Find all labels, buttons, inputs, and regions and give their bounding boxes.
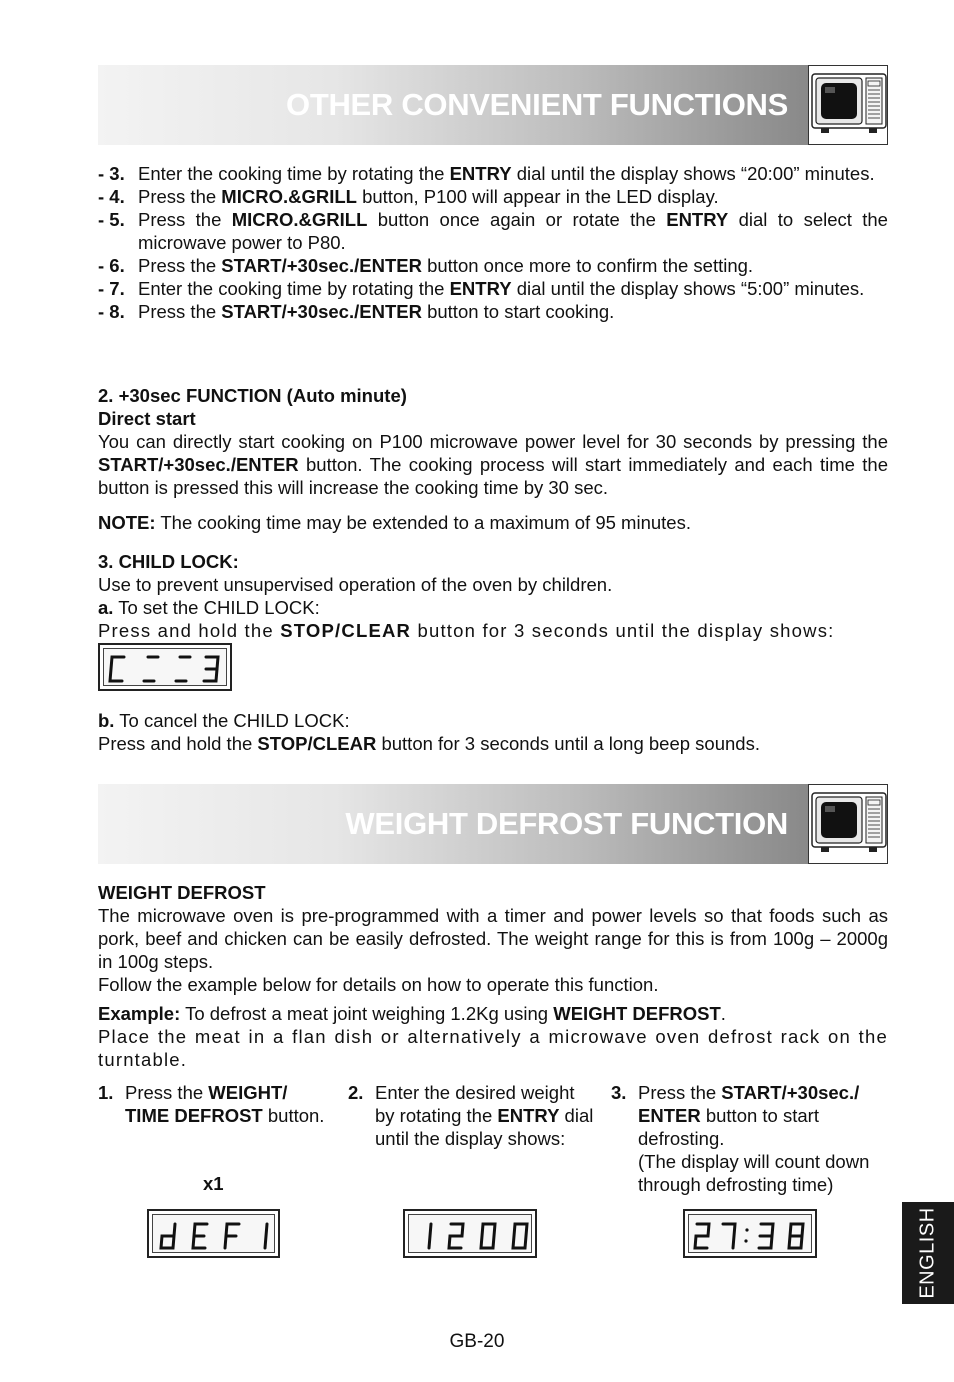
lcd-readout-countdown xyxy=(685,1211,819,1260)
sub-step-b-instruction: Press and hold the STOP/CLEAR button for 3 seconds until a long beep sounds. xyxy=(98,733,760,754)
cooking-steps-list xyxy=(98,162,888,323)
list-item: - 4. Press the MICRO.&GRILL button, P100 will appear in the LED display. xyxy=(98,186,719,207)
example: Example: To defrost a meat joint weighing 1.2Kg using WEIGHT DEFROST. xyxy=(98,1003,726,1024)
section-banner-other-functions xyxy=(98,65,888,145)
step-text: Press the START/+30sec./ ENTER button to start defrosting. (The display will count down through defrosting time) xyxy=(638,1082,870,1195)
section-subheading: Direct start xyxy=(98,408,196,429)
child-lock-display xyxy=(98,643,232,691)
lcd-readout-lock xyxy=(100,645,234,693)
lcd-readout-def1 xyxy=(149,1211,282,1260)
weight-defrost-section xyxy=(98,881,888,1071)
step-text: Press the WEIGHT/ TIME DEFROST button. xyxy=(125,1082,325,1126)
banner-title: WEIGHT DEFROST FUNCTION xyxy=(345,806,788,841)
microwave-oven-icon xyxy=(808,784,888,864)
section-heading: WEIGHT DEFROST xyxy=(98,882,266,903)
language-tab xyxy=(902,1202,954,1304)
list-item: - 5. Press the MICRO.&GRILL button once again or rotate the ENTRY dial to select the microwave power to P80. xyxy=(98,209,888,253)
list-item: - 8. Press the START/+30sec./ENTER button to start cooking. xyxy=(98,301,615,322)
list-item: - 7. Enter the cooking time by rotating the ENTRY dial until the display shows “5:00” minutes. xyxy=(98,278,865,299)
list-item: - 3. Enter the cooking time by rotating the ENTRY dial until the display shows “20:00” minutes. xyxy=(98,163,875,184)
child-lock-section xyxy=(98,550,888,642)
section-paragraph: Place the meat in a flan dish or alternatively a microwave oven defrost rack on the turntable. xyxy=(98,1026,888,1070)
defrost-display-2 xyxy=(403,1209,537,1258)
step-text: Enter the desired weight by rotating the ENTRY dial until the display shows: xyxy=(375,1082,594,1149)
page-number: GB-20 xyxy=(449,1331,505,1352)
microwave-oven-icon xyxy=(808,65,888,145)
defrost-display-3 xyxy=(683,1209,817,1258)
lcd-readout-1200 xyxy=(405,1211,539,1260)
note: NOTE: The cooking time may be extended to a maximum of 95 minutes. xyxy=(98,512,691,533)
section-paragraph: Follow the example below for details on how to operate this function. xyxy=(98,974,659,995)
auto-minute-section xyxy=(98,384,888,534)
list-item: - 6. Press the START/+30sec./ENTER button once more to confirm the setting. xyxy=(98,255,754,276)
section-heading: 3. CHILD LOCK: xyxy=(98,551,239,572)
sub-step-a: a. To set the CHILD LOCK: xyxy=(98,597,320,618)
section-paragraph: You can directly start cooking on P100 microwave power level for 30 seconds by pressing the START/+30sec./ENTER button. The cooking process will start immediately and each time the button is pressed this will increase the cooking time by 30 sec. xyxy=(98,431,888,498)
sub-step-a-instruction: Press and hold the STOP/CLEAR button for 3 seconds until the display shows: xyxy=(98,620,835,641)
press-count: x1 xyxy=(203,1173,224,1194)
section-paragraph: The microwave oven is pre-programmed with a timer and power levels so that foods such as pork, beef and chicken can be easily defrosted. The weight range for this is from 100g – 2000g in 100g steps. xyxy=(98,905,888,972)
banner-title: OTHER CONVENIENT FUNCTIONS xyxy=(286,87,788,122)
section-paragraph: Use to prevent unsupervised operation of the oven by children. xyxy=(98,574,613,595)
child-lock-cancel xyxy=(98,709,888,755)
section-heading: 2. +30sec FUNCTION (Auto minute) xyxy=(98,385,407,406)
section-banner-weight-defrost xyxy=(98,784,888,864)
sub-step-b: b. To cancel the CHILD LOCK: xyxy=(98,710,350,731)
defrost-display-1 xyxy=(147,1209,280,1258)
language-label: ENGLISH xyxy=(916,1207,939,1299)
